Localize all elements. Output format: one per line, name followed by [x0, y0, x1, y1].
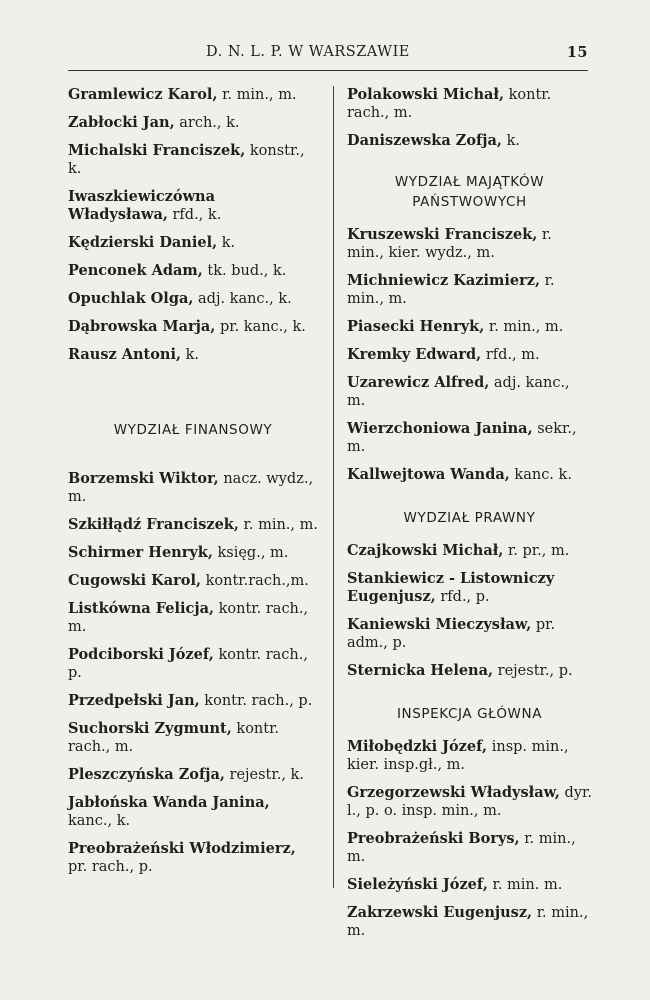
header-title: D. N. L. P. W WARSZAWIE: [206, 44, 410, 60]
person-role: k.: [217, 235, 236, 251]
person-role: r. min., m.: [347, 273, 555, 307]
person-role: r. min., kier. wydz., m.: [347, 227, 552, 261]
page-number: 15: [566, 44, 588, 61]
person-name: Uzarewicz Alfred,: [347, 374, 490, 391]
finance-list: [68, 470, 318, 876]
person-name: Jabłońska Wanda Janina,: [68, 794, 270, 811]
person-name: Kallwejtowa Wanda,: [347, 466, 510, 483]
list-item: [68, 142, 318, 178]
person-name: Pleszczyńska Zofja,: [68, 766, 225, 783]
list-item: [347, 420, 592, 456]
list-item: [68, 646, 318, 682]
list-item: [68, 86, 318, 104]
person-role: kanc. k.: [509, 467, 572, 483]
person-name: Michalski Franciszek,: [68, 142, 246, 159]
list-item: [347, 374, 592, 410]
person-name: Kaniewski Mieczysław,: [347, 616, 532, 633]
person-name: Wierzchoniowa Janina,: [347, 420, 533, 437]
person-name: Kędzierski Daniel,: [68, 234, 218, 251]
person-role: r. min., m.: [238, 517, 318, 533]
person-role: r. min., m.: [217, 87, 297, 103]
person-role: pr. rach., p.: [68, 859, 153, 875]
list-item: [347, 132, 592, 150]
list-item: [68, 572, 318, 590]
column-divider: [333, 86, 334, 888]
left-top-list: [68, 86, 318, 364]
person-role: adj. kanc., k.: [193, 291, 292, 307]
list-item: [347, 272, 592, 308]
list-item: [68, 234, 318, 252]
person-name: Cugowski Karol,: [68, 572, 202, 589]
person-name: Iwaszkiewiczówna Władysława,: [68, 188, 215, 223]
person-name: Zabłocki Jan,: [68, 114, 175, 131]
department-heading-finance: WYDZIAŁ FINANSOWY: [113, 422, 273, 438]
list-item: [347, 616, 592, 652]
list-item: [347, 570, 592, 606]
list-item: [347, 738, 592, 774]
list-item: [347, 904, 592, 940]
person-name: Dąbrowska Marja,: [68, 318, 216, 335]
person-role: insp. min., kier. insp.gł., m.: [347, 739, 569, 773]
person-name: Rausz Antoni,: [68, 346, 182, 363]
person-name: Kruszewski Franciszek,: [347, 226, 538, 243]
list-item: [347, 876, 592, 894]
person-role: konstr., k.: [68, 143, 305, 177]
person-name: Polakowski Michał,: [347, 86, 505, 103]
person-name: Daniszewska Zofja,: [347, 132, 502, 149]
list-item: [68, 516, 318, 534]
person-role: r. min., m.: [347, 831, 576, 865]
person-role: kontr. rach., m.: [347, 87, 552, 121]
person-role: rejestr., p.: [493, 663, 573, 679]
list-item: [68, 318, 318, 336]
list-item: [347, 86, 592, 122]
left-column: [68, 86, 318, 886]
list-item: [68, 794, 318, 830]
person-role: rfd., k.: [167, 207, 222, 223]
list-item: [68, 114, 318, 132]
person-name: Piasecki Henryk,: [347, 318, 485, 335]
list-item: [68, 840, 318, 876]
person-role: kanc., k.: [68, 813, 131, 829]
person-name: Penconek Adam,: [68, 262, 203, 279]
list-item: [347, 318, 592, 336]
person-name: Miłobędzki Józef,: [347, 738, 488, 755]
person-role: kontr. rach., m.: [68, 601, 309, 635]
person-name: Grzegorzewski Władysław,: [347, 784, 560, 801]
list-item: [68, 262, 318, 280]
list-item: [68, 600, 318, 636]
person-role: r. min. m.: [487, 877, 563, 893]
list-item: [68, 290, 318, 308]
person-name: Suchorski Zygmunt,: [68, 720, 232, 737]
person-name: Michniewicz Kazimierz,: [347, 272, 541, 289]
department-heading-legal: WYDZIAŁ PRAWNY: [403, 510, 536, 526]
person-name: Preobrażeński Włodzimierz,: [68, 840, 296, 857]
person-name: Listkówna Felicja,: [68, 600, 215, 617]
list-item: [68, 470, 318, 506]
list-item: [68, 346, 318, 364]
list-item: [68, 544, 318, 562]
person-role: rfd., m.: [481, 347, 540, 363]
list-item: [347, 542, 592, 560]
list-item: [347, 784, 592, 820]
person-role: kontr. rach., p.: [68, 647, 308, 681]
person-role: rfd., p.: [435, 589, 490, 605]
person-name: Przedpełski Jan,: [68, 692, 200, 709]
legal-list: [347, 542, 592, 680]
person-name: Opuchlak Olga,: [68, 290, 194, 307]
person-name: Zakrzewski Eugenjusz,: [347, 904, 533, 921]
list-item: [347, 662, 592, 680]
person-role: księg., m.: [212, 545, 289, 561]
person-role: tk. bud., k.: [202, 263, 287, 279]
person-name: Czajkowski Michał,: [347, 542, 504, 559]
person-role: r. min., m.: [347, 905, 589, 939]
person-role: nacz. wydz., m.: [68, 471, 314, 505]
list-item: [68, 188, 318, 224]
person-role: dyr. l., p. o. insp. min., m.: [347, 785, 592, 819]
person-name: Gramlewicz Karol,: [68, 86, 218, 103]
list-item: [347, 466, 592, 484]
person-name: Preobrażeński Borys,: [347, 830, 520, 847]
person-role: kontr. rach., p.: [199, 693, 313, 709]
person-role: r. min., m.: [484, 319, 564, 335]
person-role: arch., k.: [174, 115, 240, 131]
list-item: [68, 692, 318, 710]
person-role: k.: [181, 347, 200, 363]
person-role: rejestr., k.: [224, 767, 304, 783]
list-item: [68, 720, 318, 756]
person-role: adj. kanc., m.: [347, 375, 570, 409]
person-role: kontr. rach., m.: [68, 721, 280, 755]
person-name: Stankiewicz - Listowniczy Eugenjusz,: [347, 570, 555, 605]
person-role: sekr., m.: [347, 421, 577, 455]
list-item: [68, 766, 318, 784]
running-header: [68, 42, 588, 71]
person-role: kontr.rach.,m.: [201, 573, 309, 589]
person-role: k.: [501, 133, 520, 149]
person-name: Borzemski Wiktor,: [68, 470, 219, 487]
person-name: Sternicka Helena,: [347, 662, 494, 679]
person-role: r. pr., m.: [503, 543, 570, 559]
inspection-list: [347, 738, 592, 940]
person-name: Sieleżyński Józef,: [347, 876, 488, 893]
right-column: [347, 86, 592, 950]
person-name: Podciborski Józef,: [68, 646, 214, 663]
list-item: [347, 830, 592, 866]
state-property-list: [347, 226, 592, 484]
person-name: Szkiłłądź Franciszek,: [68, 516, 239, 533]
list-item: [347, 346, 592, 364]
department-heading-inspection: INSPEKCJA GŁÓWNA: [396, 706, 543, 722]
person-role: pr. kanc., k.: [215, 319, 306, 335]
right-top-list: [347, 86, 592, 150]
list-item: [347, 226, 592, 262]
person-name: Schirmer Henryk,: [68, 544, 213, 561]
person-name: Kremky Edward,: [347, 346, 482, 363]
department-heading-state-property: WYDZIAŁ MAJĄTKÓW PAŃSTWOWYCH: [394, 174, 545, 210]
person-role: pr. adm., p.: [347, 617, 556, 651]
